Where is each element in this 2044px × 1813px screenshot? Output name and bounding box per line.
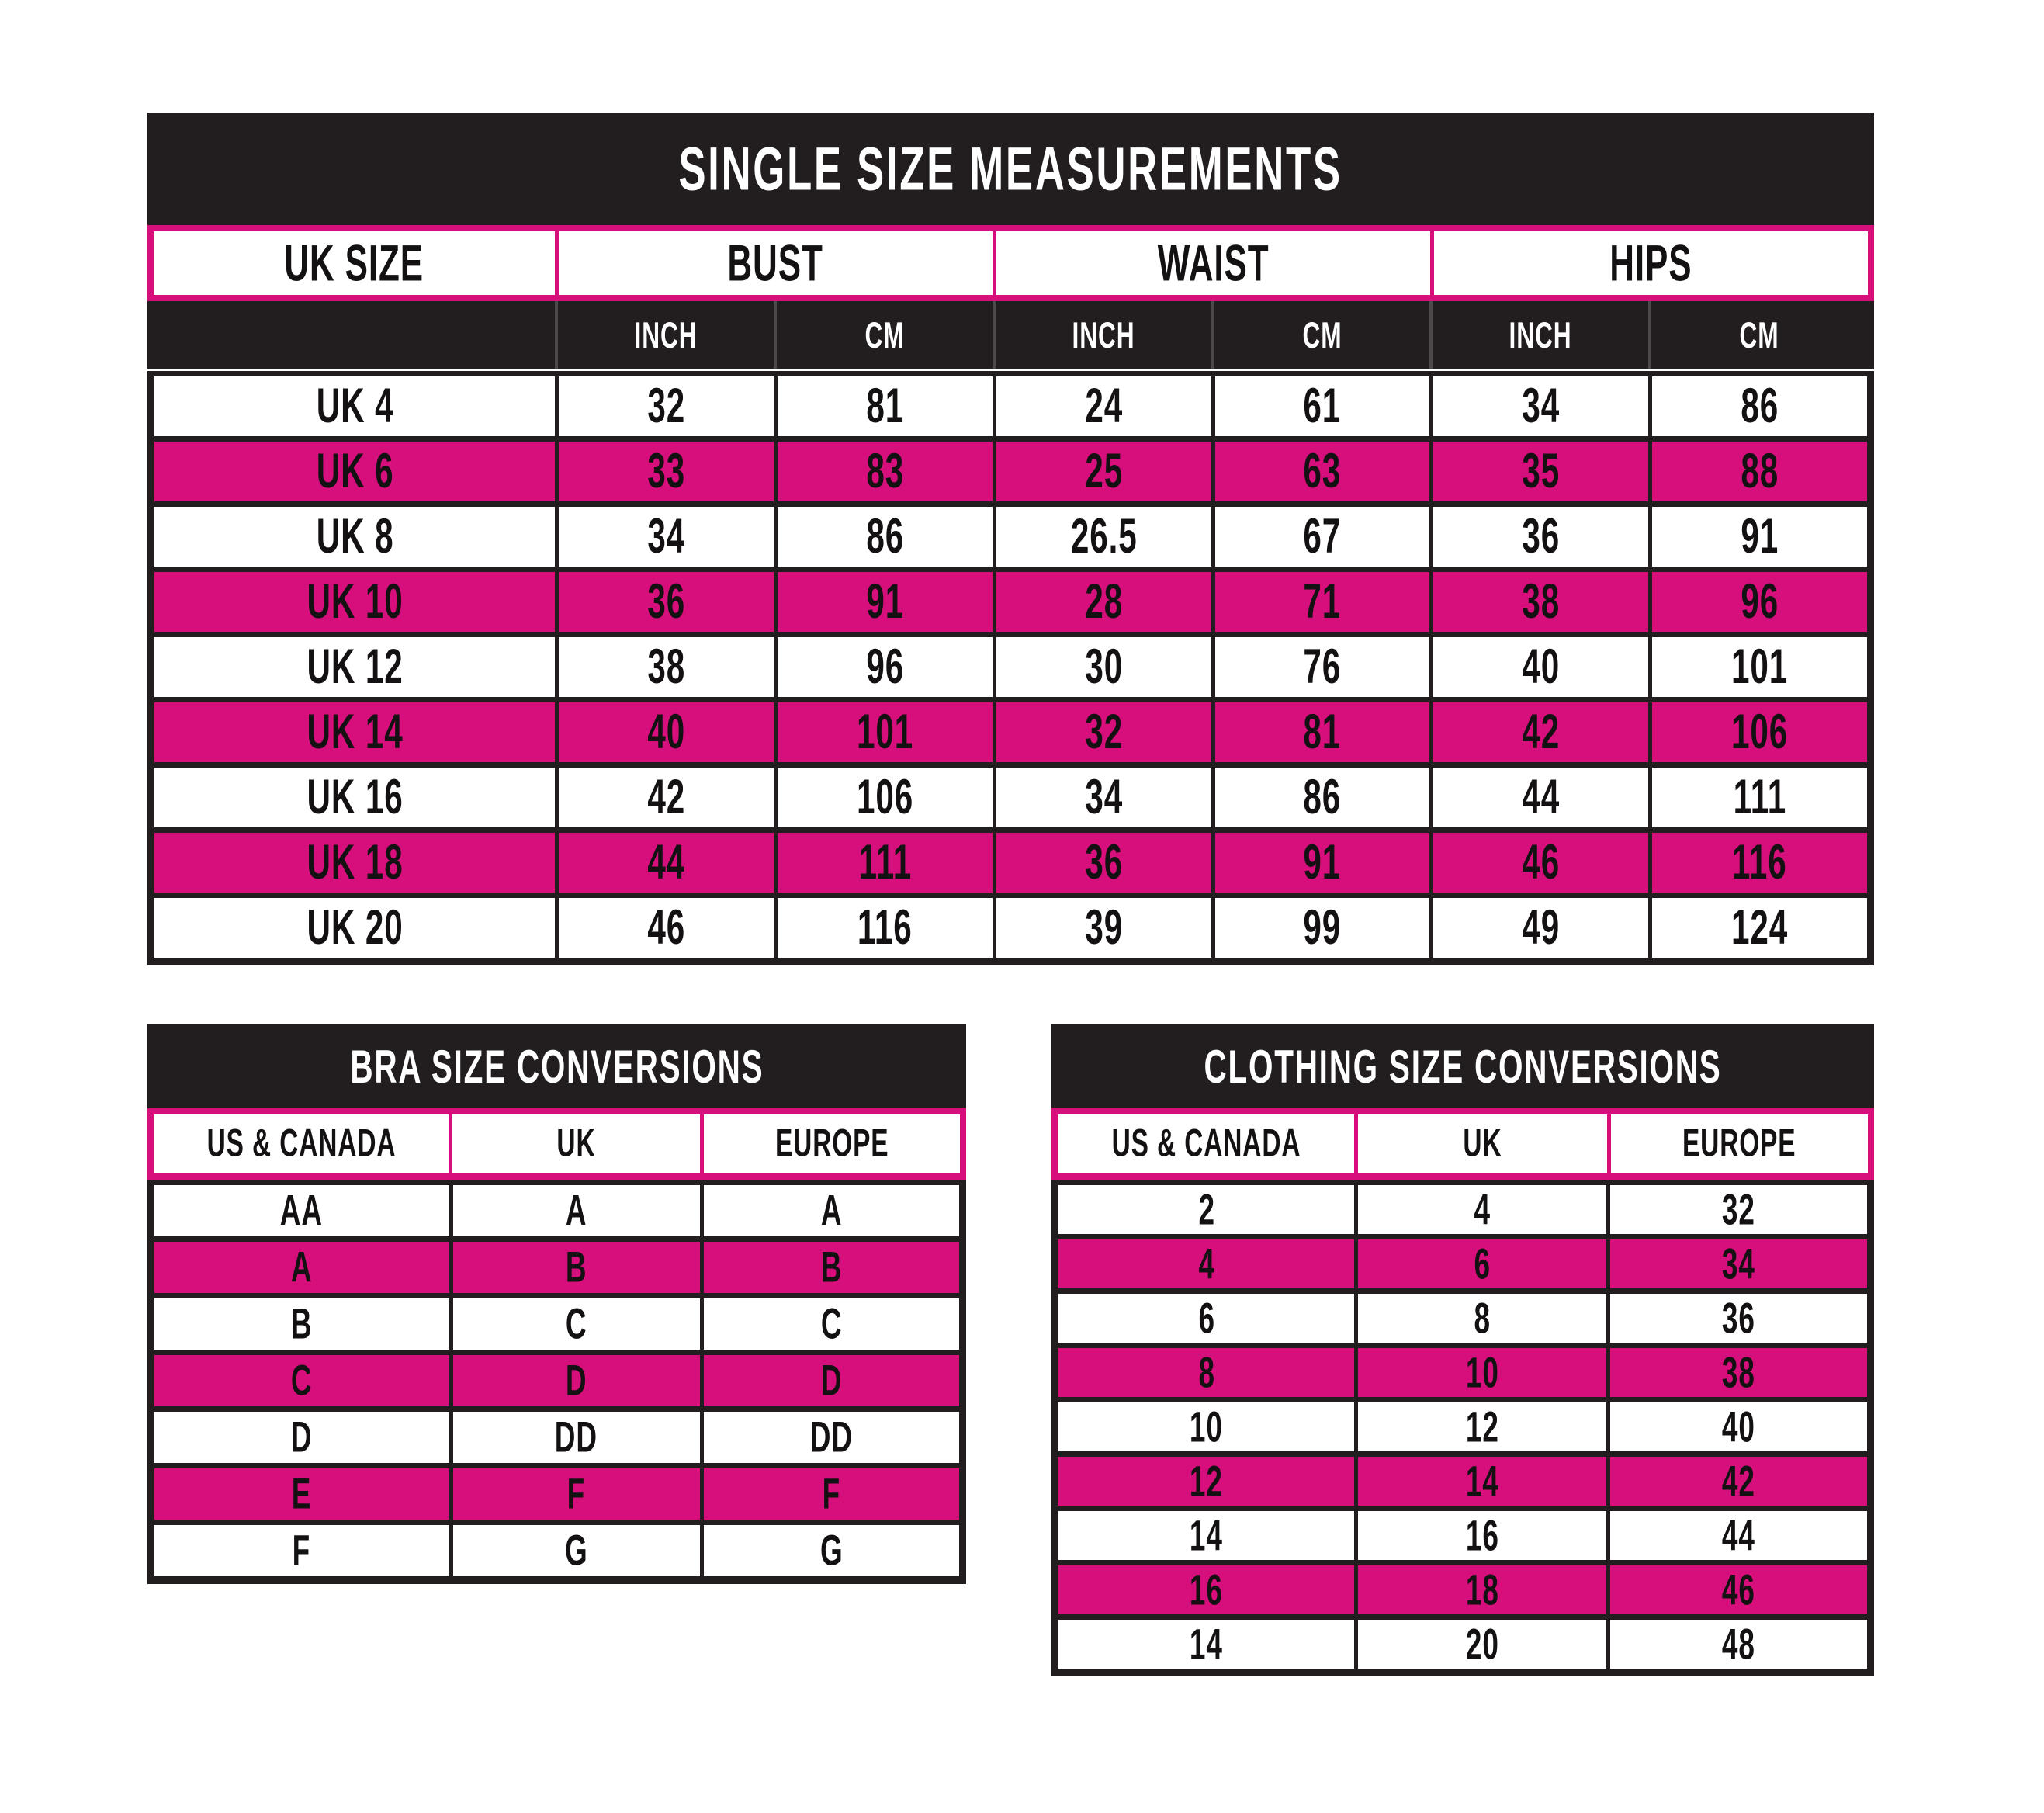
table-cell: [1606, 1402, 1867, 1451]
table-cell: [1429, 898, 1648, 958]
cell-text: 71: [1303, 574, 1342, 629]
table-cell: [1354, 1511, 1606, 1560]
table-cell: [700, 1185, 959, 1236]
cell-text: 16: [1465, 1510, 1499, 1559]
table-cell: [1354, 1457, 1606, 1506]
table-cell: [154, 898, 555, 958]
table-cell: [449, 1242, 701, 1293]
cell-text: 42: [1722, 1456, 1756, 1505]
cell-text: UK 16: [307, 770, 404, 825]
cell-text: 46: [1522, 835, 1561, 890]
cell-text: AA: [280, 1186, 324, 1235]
cell-text: UK 4: [316, 379, 394, 434]
cell-text: 96: [1741, 574, 1779, 629]
table-cell: [700, 1355, 959, 1406]
table-cell: [154, 507, 555, 567]
cell-text: 36: [1722, 1293, 1756, 1342]
cell-text: F: [567, 1469, 586, 1518]
cell-text: 99: [1303, 900, 1342, 955]
cell-text: 6: [1197, 1293, 1215, 1342]
table-row: [154, 637, 1867, 697]
table-row: [154, 1185, 959, 1236]
table-cell: [1058, 1511, 1354, 1560]
table-cell: [1058, 1402, 1354, 1451]
table-cell: [700, 1412, 959, 1463]
cell-text: UK 14: [307, 705, 404, 760]
cell-text: 44: [1722, 1510, 1756, 1559]
table-cell: [1429, 833, 1648, 893]
cell-text: 35: [1522, 444, 1561, 499]
cell-text: 116: [857, 900, 913, 955]
table-cell: [993, 376, 1211, 436]
table-cell: [555, 376, 774, 436]
table-cell: [1648, 376, 1867, 436]
table-cell: [154, 637, 555, 697]
cell-text: 32: [1084, 705, 1123, 760]
table-cell: [154, 702, 555, 762]
table-row: [154, 898, 1867, 958]
table-cell: [449, 1185, 701, 1236]
cell-text: A: [566, 1186, 587, 1235]
table-cell: [774, 507, 993, 567]
cell-text: 83: [866, 444, 904, 499]
table-row: [154, 1242, 959, 1293]
cell-text: 44: [1522, 770, 1561, 825]
header-uk: UK: [1354, 1114, 1607, 1173]
cell-text: 81: [866, 379, 904, 434]
table-cell: [774, 572, 993, 632]
unit-cell-waist-cm: CM: [1211, 301, 1430, 369]
cell-text: 24: [1084, 379, 1123, 434]
cell-text: DD: [809, 1413, 854, 1461]
cell-text: 124: [1731, 900, 1789, 955]
table-cell: [555, 442, 774, 501]
cell-text: 14: [1465, 1456, 1499, 1505]
table-row: [154, 442, 1867, 501]
table-cell: [555, 702, 774, 762]
cell-text: 81: [1303, 705, 1342, 760]
clothing-table-title: CLOTHING SIZE CONVERSIONS: [1204, 1039, 1722, 1094]
bra-table-title-bar: [147, 1024, 966, 1108]
cell-text: UK 6: [316, 444, 394, 499]
table-cell: [1429, 702, 1648, 762]
table-row: [154, 1355, 959, 1406]
table-cell: [993, 637, 1211, 697]
cell-text: F: [822, 1469, 841, 1518]
table-cell: [1429, 507, 1648, 567]
unit-cell-bust-cm: CM: [774, 301, 993, 369]
table-cell: [774, 768, 993, 827]
table-cell: [449, 1355, 701, 1406]
cell-text: 30: [1084, 640, 1123, 695]
table-cell: [700, 1525, 959, 1576]
cell-text: B: [290, 1299, 313, 1348]
table-row: [154, 376, 1867, 436]
cell-text: 101: [857, 705, 914, 760]
cell-text: 34: [647, 509, 686, 564]
table-row: [154, 768, 1867, 827]
cell-text: D: [820, 1356, 843, 1405]
cell-text: 86: [866, 509, 904, 564]
cell-text: 116: [1732, 835, 1788, 890]
cell-text: 4: [1197, 1239, 1215, 1288]
main-table-title-bar: [147, 113, 1874, 225]
cell-text: 18: [1465, 1565, 1499, 1614]
cell-text: 111: [1733, 770, 1786, 825]
table-cell: [449, 1298, 701, 1350]
table-cell: [154, 376, 555, 436]
unit-cell-hips-cm: CM: [1648, 301, 1867, 369]
table-cell: [449, 1412, 701, 1463]
table-cell: [1354, 1402, 1606, 1451]
table-cell: [555, 637, 774, 697]
table-cell: [1354, 1294, 1606, 1343]
cell-text: 39: [1084, 900, 1123, 955]
table-row: [1058, 1565, 1867, 1614]
cell-text: 38: [647, 640, 686, 695]
table-cell: [1211, 833, 1430, 893]
header-uk-size: UK SIZE: [154, 231, 555, 295]
table-row: [154, 833, 1867, 893]
cell-text: 36: [647, 574, 686, 629]
cell-text: 111: [858, 835, 912, 890]
table-cell: [1211, 637, 1430, 697]
table-row: [1058, 1620, 1867, 1669]
table-row: [154, 572, 1867, 632]
table-cell: [1058, 1185, 1354, 1234]
table-cell: [774, 702, 993, 762]
table-row: [1058, 1457, 1867, 1506]
cell-text: 10: [1190, 1402, 1224, 1451]
header-waist: WAIST: [993, 231, 1430, 295]
cell-text: 88: [1741, 444, 1779, 499]
table-cell: [993, 702, 1211, 762]
table-cell: [154, 1242, 449, 1293]
cell-text: UK 12: [307, 640, 404, 695]
cell-text: 76: [1303, 640, 1342, 695]
cell-text: A: [820, 1186, 843, 1235]
table-cell: [1606, 1348, 1867, 1397]
cell-text: 106: [1731, 705, 1789, 760]
clothing-size-conversions-table: [1051, 1024, 1874, 1676]
bra-table-body: [147, 1180, 966, 1584]
table-cell: [1354, 1565, 1606, 1614]
table-row: [1058, 1239, 1867, 1288]
cell-text: 8: [1197, 1347, 1215, 1396]
table-cell: [154, 1525, 449, 1576]
unit-cell-blank: [154, 301, 555, 369]
table-cell: [1354, 1239, 1606, 1288]
cell-text: 16: [1190, 1565, 1224, 1614]
single-size-measurements-table: [147, 113, 1874, 965]
table-cell: [993, 572, 1211, 632]
cell-text: 40: [647, 705, 686, 760]
cell-text: B: [820, 1243, 843, 1291]
table-cell: [774, 442, 993, 501]
table-row: [1058, 1348, 1867, 1397]
bra-table-header-row: [147, 1108, 966, 1180]
table-cell: [154, 1185, 449, 1236]
cell-text: G: [819, 1526, 844, 1575]
cell-text: 20: [1465, 1619, 1499, 1668]
table-cell: [1648, 768, 1867, 827]
table-cell: [555, 898, 774, 958]
bra-table-title: BRA SIZE CONVERSIONS: [349, 1039, 764, 1094]
table-cell: [1648, 442, 1867, 501]
table-cell: [993, 442, 1211, 501]
table-cell: [1648, 898, 1867, 958]
cell-text: UK 20: [307, 900, 404, 955]
cell-text: 12: [1465, 1402, 1499, 1451]
clothing-table-body: [1051, 1180, 1874, 1676]
clothing-table-title-bar: [1051, 1024, 1874, 1108]
cell-text: F: [293, 1526, 311, 1575]
cell-text: 40: [1722, 1402, 1756, 1451]
cell-text: 63: [1303, 444, 1342, 499]
cell-text: 40: [1522, 640, 1561, 695]
table-cell: [774, 833, 993, 893]
cell-text: 86: [1303, 770, 1342, 825]
table-cell: [1606, 1185, 1867, 1234]
table-cell: [154, 572, 555, 632]
cell-text: 36: [1522, 509, 1561, 564]
table-cell: [1354, 1185, 1606, 1234]
table-cell: [1648, 507, 1867, 567]
table-cell: [774, 376, 993, 436]
cell-text: C: [820, 1299, 843, 1348]
cell-text: UK 10: [307, 574, 404, 629]
main-table-unit-header-row: [147, 301, 1874, 371]
cell-text: 4: [1474, 1184, 1491, 1233]
table-cell: [449, 1525, 701, 1576]
table-cell: [1354, 1348, 1606, 1397]
header-uk: UK: [449, 1114, 700, 1173]
table-cell: [555, 507, 774, 567]
table-cell: [1354, 1620, 1606, 1669]
table-cell: [1058, 1294, 1354, 1343]
cell-text: 86: [1741, 379, 1779, 434]
header-bust: BUST: [555, 231, 993, 295]
table-cell: [449, 1468, 701, 1520]
cell-text: 38: [1722, 1347, 1756, 1396]
table-cell: [1211, 572, 1430, 632]
table-cell: [1606, 1294, 1867, 1343]
unit-cell-bust-inch: INCH: [555, 301, 774, 369]
cell-text: 34: [1084, 770, 1123, 825]
table-cell: [1211, 376, 1430, 436]
cell-text: 42: [647, 770, 686, 825]
table-cell: [154, 1355, 449, 1406]
cell-text: 36: [1084, 835, 1123, 890]
cell-text: 38: [1522, 574, 1561, 629]
cell-text: D: [290, 1413, 313, 1461]
table-row: [154, 1298, 959, 1350]
unit-cell-waist-inch: INCH: [993, 301, 1211, 369]
cell-text: UK 18: [307, 835, 404, 890]
table-cell: [700, 1242, 959, 1293]
unit-cell-hips-inch: INCH: [1429, 301, 1648, 369]
cell-text: 14: [1190, 1510, 1224, 1559]
cell-text: C: [290, 1356, 313, 1405]
cell-text: 25: [1084, 444, 1123, 499]
table-cell: [1058, 1348, 1354, 1397]
table-cell: [154, 768, 555, 827]
table-row: [1058, 1402, 1867, 1451]
table-cell: [154, 1298, 449, 1350]
cell-text: 33: [647, 444, 686, 499]
table-cell: [154, 1412, 449, 1463]
table-cell: [1606, 1511, 1867, 1560]
cell-text: 12: [1190, 1456, 1224, 1505]
cell-text: 10: [1465, 1347, 1499, 1396]
table-cell: [555, 833, 774, 893]
table-cell: [154, 1468, 449, 1520]
table-cell: [774, 637, 993, 697]
table-cell: [1648, 702, 1867, 762]
cell-text: 42: [1522, 705, 1561, 760]
table-cell: [1211, 507, 1430, 567]
cell-text: 48: [1722, 1619, 1756, 1668]
cell-text: 2: [1197, 1184, 1215, 1233]
table-cell: [1429, 637, 1648, 697]
table-cell: [1211, 442, 1430, 501]
table-cell: [1429, 572, 1648, 632]
cell-text: 101: [1731, 640, 1789, 695]
table-row: [1058, 1294, 1867, 1343]
table-cell: [700, 1298, 959, 1350]
table-cell: [1606, 1565, 1867, 1614]
cell-text: 32: [647, 379, 686, 434]
table-cell: [1058, 1239, 1354, 1288]
table-cell: [993, 898, 1211, 958]
table-cell: [1211, 898, 1430, 958]
cell-text: E: [291, 1469, 312, 1518]
cell-text: DD: [555, 1413, 598, 1461]
cell-text: A: [290, 1243, 313, 1291]
cell-text: 96: [866, 640, 904, 695]
header-europe: EUROPE: [700, 1114, 960, 1173]
table-cell: [700, 1468, 959, 1520]
table-cell: [1648, 572, 1867, 632]
table-row: [154, 1468, 959, 1520]
table-cell: [1648, 833, 1867, 893]
table-cell: [1606, 1239, 1867, 1288]
cell-text: 46: [647, 900, 686, 955]
cell-text: 106: [857, 770, 914, 825]
table-row: [154, 507, 1867, 567]
cell-text: 91: [1741, 509, 1779, 564]
bra-size-conversions-table: [147, 1024, 966, 1584]
table-cell: [1058, 1457, 1354, 1506]
table-row: [1058, 1511, 1867, 1560]
cell-text: 91: [866, 574, 904, 629]
table-cell: [993, 507, 1211, 567]
table-cell: [555, 572, 774, 632]
table-cell: [1648, 637, 1867, 697]
table-cell: [1429, 376, 1648, 436]
header-us-canada: US & CANADA: [154, 1114, 449, 1173]
cell-text: 91: [1303, 835, 1342, 890]
cell-text: 34: [1722, 1239, 1756, 1288]
cell-text: B: [566, 1243, 587, 1291]
table-cell: [993, 768, 1211, 827]
cell-text: D: [566, 1356, 587, 1405]
main-table-body: [147, 371, 1874, 965]
header-hips: HIPS: [1430, 231, 1868, 295]
table-cell: [154, 442, 555, 501]
table-cell: [154, 833, 555, 893]
cell-text: 61: [1303, 379, 1342, 434]
table-cell: [774, 898, 993, 958]
table-row: [1058, 1185, 1867, 1234]
cell-text: C: [566, 1299, 587, 1348]
table-cell: [1211, 702, 1430, 762]
table-cell: [1606, 1620, 1867, 1669]
main-table-title: SINGLE SIZE MEASUREMENTS: [678, 134, 1343, 203]
cell-text: UK 8: [316, 509, 394, 564]
table-cell: [1058, 1620, 1354, 1669]
table-row: [154, 1412, 959, 1463]
clothing-table-header-row: [1051, 1108, 1874, 1180]
cell-text: 28: [1084, 574, 1123, 629]
table-cell: [1429, 768, 1648, 827]
table-cell: [1429, 442, 1648, 501]
cell-text: 34: [1522, 379, 1561, 434]
cell-text: 46: [1722, 1565, 1756, 1614]
cell-text: 6: [1474, 1239, 1491, 1288]
header-us-canada: US & CANADA: [1058, 1114, 1354, 1173]
cell-text: 26.5: [1070, 509, 1138, 564]
cell-text: 32: [1722, 1184, 1756, 1233]
table-cell: [993, 833, 1211, 893]
table-cell: [1606, 1457, 1867, 1506]
table-cell: [1211, 768, 1430, 827]
cell-text: 67: [1303, 509, 1342, 564]
table-cell: [1058, 1565, 1354, 1614]
table-row: [154, 1525, 959, 1576]
cell-text: G: [564, 1526, 588, 1575]
header-europe: EUROPE: [1607, 1114, 1868, 1173]
cell-text: 14: [1190, 1619, 1224, 1668]
cell-text: 49: [1522, 900, 1561, 955]
cell-text: 44: [647, 835, 686, 890]
table-cell: [555, 768, 774, 827]
main-table-header-row: [147, 225, 1874, 301]
cell-text: 8: [1474, 1293, 1491, 1342]
table-row: [154, 702, 1867, 762]
